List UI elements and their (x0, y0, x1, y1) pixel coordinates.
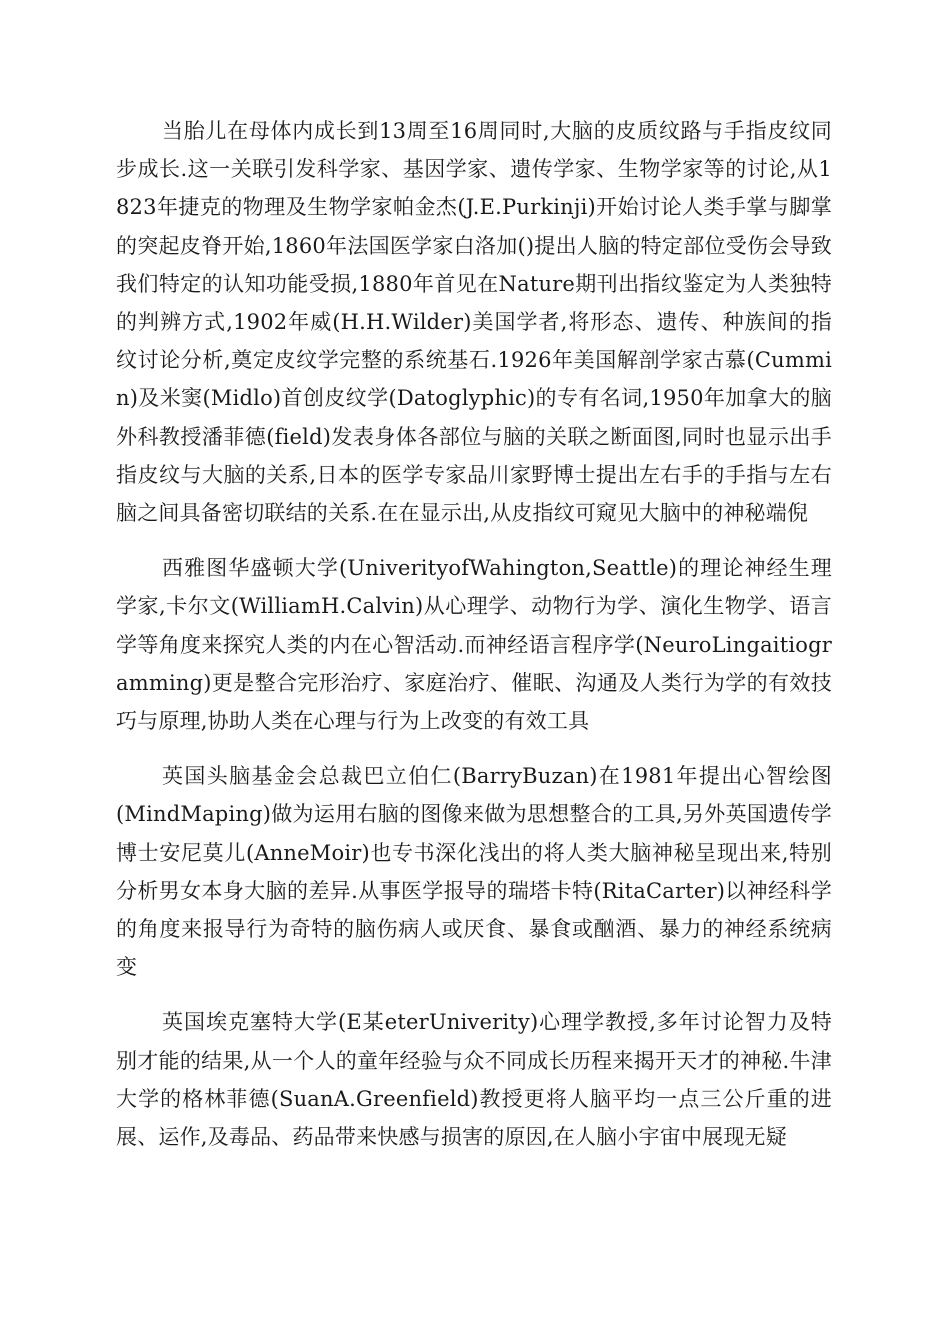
document-body (116, 112, 832, 1173)
paragraph-dermatoglyphics-history: 当胎儿在母体内成长到13周至16周同时,大脑的皮质纹路与手指皮纹同步成长.这一关联引发科学家、基因学家、遗传学家、生物学家等的讨论,从1823年捷克的物理及生物学家帕金杰(J.E.Purkinji)开始讨论人类手掌与脚掌的突起皮脊开始,1860年法国医学家白洛加()提出人脑的特定部位受伤会导致我们特定的认知功能受损,1880年首见在Nature期刊出指纹鉴定为人类独特的判辨方式,1902年威(H.H.Wilder)美国学者,将形态、遗传、种族间的指纹讨论分析,奠定皮纹学完整的系统基石.1926年美国解剖学家古慕(Cummin)及米窦(Midlo)首创皮纹学(Datoglyphic)的专有名词,1950年加拿大的脑外科教授潘菲德(field)发表身体各部位与脑的关联之断面图,同时也显示出手指皮纹与大脑的关系,日本的医学专家品川家野博士提出左右手的手指与左右脑之间具备密切联结的关系.在在显示出,从皮指纹可窥见大脑中的神秘端倪 (116, 119, 832, 526)
paragraph-genius-research: 英国埃克塞特大学(E某eterUniverity)心理学教授,多年讨论智力及特别才能的结果,从一个人的童年经验与众不同成长历程来揭开天才的神秘.牛津大学的格林菲德(SuanA.Greenfield)教授更将人脑平均一点三公斤重的进展、运作,及毒品、药品带来快感与损害的原因,在人脑小宇宙中展现无疑 (116, 1010, 832, 1150)
paragraph-mind-mapping: 英国头脑基金会总裁巴立伯仁(BarryBuzan)在1981年提出心智绘图(MindMaping)做为运用右脑的图像来做为思想整合的工具,另外英国遗传学博士安尼莫儿(AnneMoir)也专书深化浅出的将人类大脑神秘呈现出来,特别分析男女本身大脑的差异.从事医学报导的瑞塔卡特(RitaCarter)以神经科学的角度来报导行为奇特的脑伤病人或厌食、暴食或酗酒、暴力的神经系统病变 (116, 764, 832, 980)
paragraph-calvin-nlp: 西雅图华盛顿大学(UniverityofWahington,Seattle)的理论神经生理学家,卡尔文(WilliamH.Calvin)从心理学、动物行为学、演化生物学、语言学等角度来探究人类的内在心智活动.而神经语言程序学(NeuroLingaitiogramming)更是整合完形治疗、家庭治疗、催眠、沟通及人类行为学的有效技巧与原理,协助人类在心理与行为上改变的有效工具 (116, 556, 832, 734)
